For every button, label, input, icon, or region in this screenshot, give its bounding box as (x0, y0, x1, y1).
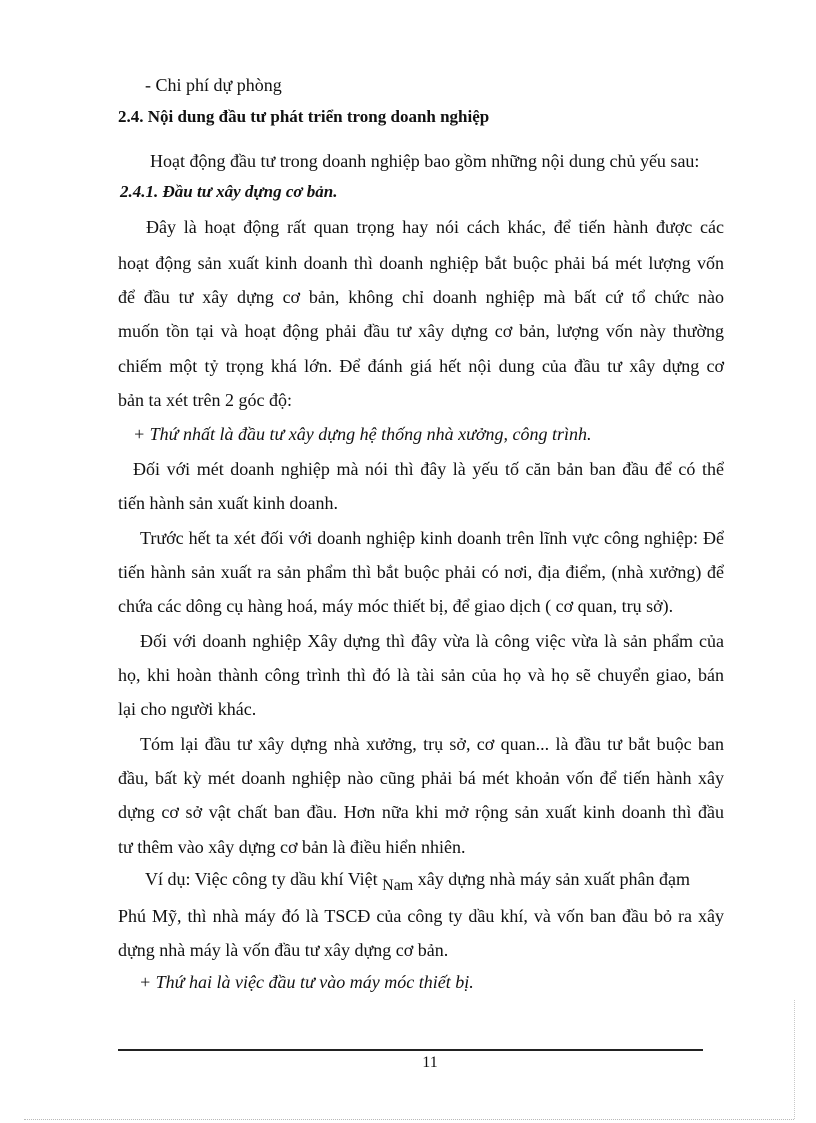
example-text: Ví dụ: Việc công ty dầu khí Việt (145, 869, 383, 889)
paragraph-line: họ, khi hoàn thành công trình thì đó là tài sản của họ và họ sẽ chuyển giao, bán (118, 665, 724, 685)
paragraph-line: tiến hành sản xuất ra sản phẩm thì bắt buộc phải có nơi, địa điểm, (nhà xưởng) để (118, 562, 724, 582)
list-item-second: + Thứ hai là việc đầu tư vào máy móc thiết bị. (139, 972, 474, 992)
intro-paragraph: Hoạt động đầu tư trong doanh nghiệp bao gồm những nội dung chủ yếu sau: (150, 151, 700, 171)
paragraph-line: Đối với doanh nghiệp Xây dựng thì đây vừa là công việc vừa là sản phẩm của (140, 631, 724, 651)
paragraph-line: đầu, bất kỳ mét doanh nghiệp nào cũng phải bá mét khoản vốn để tiến hành xây (118, 768, 724, 788)
paragraph-line: bản ta xét trên 2 góc độ: (118, 390, 292, 410)
footer-divider (118, 1049, 703, 1051)
paragraph-line: lại cho người khác. (118, 699, 257, 719)
paragraph-line: hoạt động sản xuất kinh doanh thì doanh nghiệp bắt buộc phải bá mét lượng vốn (118, 253, 724, 273)
paragraph-line: Phú Mỹ, thì nhà máy đó là TSCĐ của công ty dầu khí, và vốn ban đầu bỏ ra xây (118, 906, 724, 926)
paragraph-line: dựng nhà máy là vốn đầu tư xây dựng cơ bản. (118, 940, 449, 960)
paragraph-line: tiến hành sản xuất kinh doanh. (118, 493, 338, 513)
section-heading: 2.4. Nội dung đầu tư phát triển trong doanh nghiệp (118, 107, 490, 126)
page-edge-bottom (24, 1119, 794, 1120)
example-line (145, 868, 724, 892)
paragraph-line: chứa các dông cụ hàng hoá, máy móc thiết bị, để giao dịch ( cơ quan, trụ sở). (118, 596, 674, 616)
example-subscript-text: Nam (382, 877, 414, 894)
paragraph-line: tư thêm vào xây dựng cơ bản là điều hiển nhiên. (118, 837, 466, 857)
list-item-first: + Thứ nhất là đầu tư xây dựng hệ thống nhà xưởng, công trình. (133, 424, 592, 444)
paragraph-line: Tóm lại đầu tư xây dựng nhà xưởng, trụ sở, cơ quan... là đầu tư bắt buộc ban (140, 734, 724, 754)
paragraph-line: Trước hết ta xét đối với doanh nghiệp kinh doanh trên lĩnh vực công nghiệp: Để (140, 528, 724, 548)
paragraph-line: Đối với mét doanh nghiệp mà nói thì đây là yếu tố căn bản ban đầu để có thể (133, 459, 724, 479)
paragraph-line: để đầu tư xây dựng cơ bản, không chỉ doanh nghiệp mà bất cứ tổ chức nào (118, 287, 724, 307)
subsection-heading: 2.4.1. Đầu tư xây dựng cơ bản. (120, 182, 338, 201)
example-text: xây dựng nhà máy sản xuất phân đạm (413, 869, 690, 889)
bullet-previous-item: - Chi phí dự phòng (145, 75, 282, 95)
paragraph-line: Đây là hoạt động rất quan trọng hay nói cách khác, để tiến hành được các (146, 217, 724, 237)
paragraph-line: muốn tồn tại và hoạt động phải đầu tư xây dựng cơ bản, lượng vốn này thường (118, 321, 724, 341)
paragraph-line: chiếm một tỷ trọng khá lớn. Để đánh giá hết nội dung của đầu tư xây dựng cơ (118, 356, 724, 376)
page-number: 11 (422, 1054, 438, 1071)
page-edge-right (794, 1000, 795, 1119)
paragraph-line: dựng cơ sở vật chất ban đầu. Hơn nữa khi mở rộng sản xuất kinh doanh thì đầu (118, 802, 724, 822)
